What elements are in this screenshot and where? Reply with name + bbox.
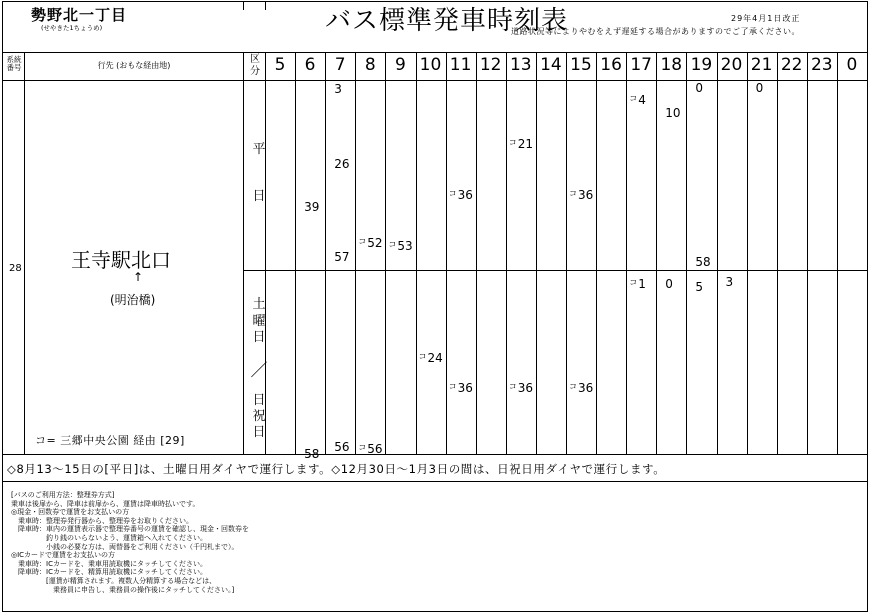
weekday-departure-7-3 [334,82,342,96]
stop-name-reading: (せやきた1ちょうめ) [41,24,103,32]
usage-line: 降車時：車内の運賃表示器で整理券番号の運賃を確認し、現金・回数券を [11,525,249,534]
departure-minute: 0 [695,81,704,95]
daytype-weekday-char1: 平 [252,142,266,157]
weekday-departure-8-52 [358,236,382,250]
route-variant-mark: コ [508,382,517,391]
weekday-departure-6-39 [304,200,319,214]
departure-minute: 10 [665,106,681,120]
weekend-departure-6-58 [304,447,319,461]
daytype-weekend-slash: ／ [250,361,268,381]
departure-minute: 58 [695,255,711,269]
weekday-departure-21-0 [756,81,764,95]
route-variant-mark: コ [508,138,517,147]
hour-header-18: 18 [660,55,683,75]
route-variant-note: コ= 三郷中央公園 経由 [29] [35,434,185,447]
weekend-departure-19-5 [695,280,703,294]
destination-name: 王寺駅北口 [71,248,171,272]
departure-minute: 52 [367,236,383,250]
route-variant-mark: コ [569,382,577,391]
route-variant-mark: コ [629,94,638,103]
hour-header-13: 13 [509,55,532,75]
weekend-departure-8-56 [358,442,382,456]
up-arrow-icon: ↑ [133,270,144,284]
usage-line: 乗務員に申告し、乗務員の操作後にタッチしてください。] [11,585,235,594]
usage-line: ◎現金・回数券で運賃をお支払いの方 [11,508,130,517]
hour-header-12: 12 [479,55,502,75]
hour-header-15: 15 [570,55,592,75]
hour-header-0: 0 [846,55,858,75]
usage-line: [バスのご利用方法：整理券方式] [11,491,115,499]
weekday-departure-15-36 [569,188,593,202]
route-variant-mark: コ [629,278,638,287]
hour-column-divider [385,52,386,454]
holiday-schedule-notice: ◇8月13～15日の[平日]は、土曜日用ダイヤで運行します。◇12月30日～1月3日の間は、日祝日用ダイヤで運行します。 [7,462,666,476]
weekend-departure-20-3 [726,275,734,289]
hour-column-divider [506,52,507,454]
hour-column-divider [626,52,627,454]
hour-column-divider [777,52,778,454]
daytype-weekend-char1: 土 [252,297,266,312]
hour-column-divider [295,52,296,454]
hour-column-divider [416,52,417,454]
hour-column-divider [656,52,657,454]
departure-minute: 21 [517,137,534,151]
departure-minute: 4 [638,93,646,107]
weekend-departure-10-24 [419,351,443,365]
hour-column-divider [476,52,477,454]
usage-line: [運賃が精算されます。複数人分精算する場合などは、 [11,576,217,585]
hour-header-21: 21 [750,55,773,75]
hour-header-11: 11 [449,55,472,75]
hour-header-10: 10 [419,55,442,75]
weekend-departure-15-36 [569,381,593,395]
departure-minute: 39 [304,200,320,214]
hour-header-5: 5 [274,55,286,75]
weekday-departure-13-21 [509,137,533,151]
daytype-weekend-char4: 日 [252,393,266,408]
route-variant-mark: コ [448,189,457,198]
destination-via: (明治橋) [110,293,156,307]
daytype-weekend-char6: 日 [252,425,266,440]
weekday-departure-7-57 [334,250,349,264]
departure-minute: 1 [638,277,646,291]
hour-column-divider [686,52,687,454]
departure-minute: 3 [334,82,342,96]
departure-minute: 56 [334,440,350,454]
weekday-departure-19-0 [695,81,703,95]
departure-minute: 26 [334,157,350,171]
route-number: 28 [9,263,22,274]
departure-minute: 0 [755,81,764,95]
hour-header-8: 8 [364,55,376,75]
weekday-departure-19-58 [695,255,710,269]
hour-column-divider [355,52,356,454]
departure-minute: 36 [457,381,473,395]
route-variant-mark: コ [358,237,367,246]
route-variant-mark: コ [569,189,577,198]
route-variant-mark: コ [388,240,397,249]
hour-header-20: 20 [720,55,743,75]
hour-column-divider [717,52,718,454]
daytype-weekend-char2: 曜 [252,314,266,329]
departure-minute: 36 [578,188,594,202]
weekday-departure-17-4 [629,93,646,107]
revision-date: 29年4月1日改正 [731,14,801,23]
daytype-weekend-char3: 日 [252,330,266,345]
usage-line: 降車時：ICカードを、精算用読取機にタッチしてください。 [11,568,207,577]
hour-header-23: 23 [810,55,833,75]
daytype-header-line1: 区 [250,54,260,65]
destination-header: 行先 (おもな経由地) [97,61,171,70]
hour-column-divider [325,52,326,454]
usage-line: ◎ICカードで運賃をお支払いの方 [11,551,116,560]
route-number-header [4,56,24,72]
departure-minute: 58 [304,447,320,461]
departure-minute: 3 [725,275,734,289]
departure-minute: 36 [517,381,534,395]
weekend-departure-18-0 [665,277,673,291]
hour-header-6: 6 [304,55,316,75]
route-variant-mark: コ [358,443,367,452]
delay-notice: 道路状況等によりやむをえず遅延する場合がありますのでご了承ください。 [511,27,800,36]
weekday-departure-7-26 [334,157,349,171]
departure-minute: 5 [695,280,704,294]
hour-header-16: 16 [600,55,622,75]
hour-column-divider [566,52,567,454]
hour-column-divider [446,52,447,454]
hour-column-divider [807,52,808,454]
departure-minute: 53 [397,239,413,253]
weekend-departure-17-1 [629,277,646,291]
fare-usage-instructions [11,491,249,594]
timetable-sheet [2,1,868,612]
departure-minute: 36 [578,381,594,395]
hour-column-divider [536,52,537,454]
departure-minute: 57 [334,250,350,264]
route-variant-mark: コ [418,352,427,361]
departure-minute: 24 [427,351,443,365]
daytype-weekend-char5: 祝 [252,409,266,424]
weekend-departure-11-36 [449,381,473,395]
hour-header-7: 7 [334,55,346,75]
hour-header-22: 22 [780,55,803,75]
hour-header-14: 14 [540,55,562,75]
stop-name: 勢野北一丁目 [31,6,128,24]
hour-header-17: 17 [630,55,652,75]
usage-line: 釣り銭のいらないよう、運賃箱へ入れてください。 [11,533,207,542]
usage-line: 小銭の必要な方は、両替器をご利用ください（千円札まで）。 [11,542,239,551]
weekday-departure-9-53 [388,239,412,253]
departure-minute: 0 [665,277,673,291]
route-number-header-line1: 系統 [6,55,22,64]
daytype-weekday-char2: 日 [252,189,266,204]
weekend-departure-13-36 [509,381,533,395]
departure-minute: 56 [367,442,383,456]
daytype-header [245,54,265,78]
usage-line: 乗車時：整理券発行器から、整理券をお取りください。 [11,516,193,525]
daytype-header-line2: 分 [250,66,260,77]
hour-header-19: 19 [690,55,713,75]
hour-column-divider [596,52,597,454]
hour-column-divider [837,52,838,454]
hour-header-9: 9 [394,55,406,75]
weekend-departure-7-56 [334,440,349,454]
weekday-departure-11-36 [449,188,473,202]
route-variant-mark: コ [448,382,457,391]
departure-minute: 36 [457,188,473,202]
route-number-header-line2: 番号 [6,63,22,72]
hour-column-divider [747,52,748,454]
usage-line: 乗車は後扉から、降車は前扉から、運賃は降車時払いです。 [11,499,200,508]
weekday-departure-18-10 [665,106,680,120]
usage-line: 乗車時：ICカードを、乗車用読取機にタッチしてください。 [11,559,207,568]
page-title: バス標準発車時刻表 [325,6,569,36]
